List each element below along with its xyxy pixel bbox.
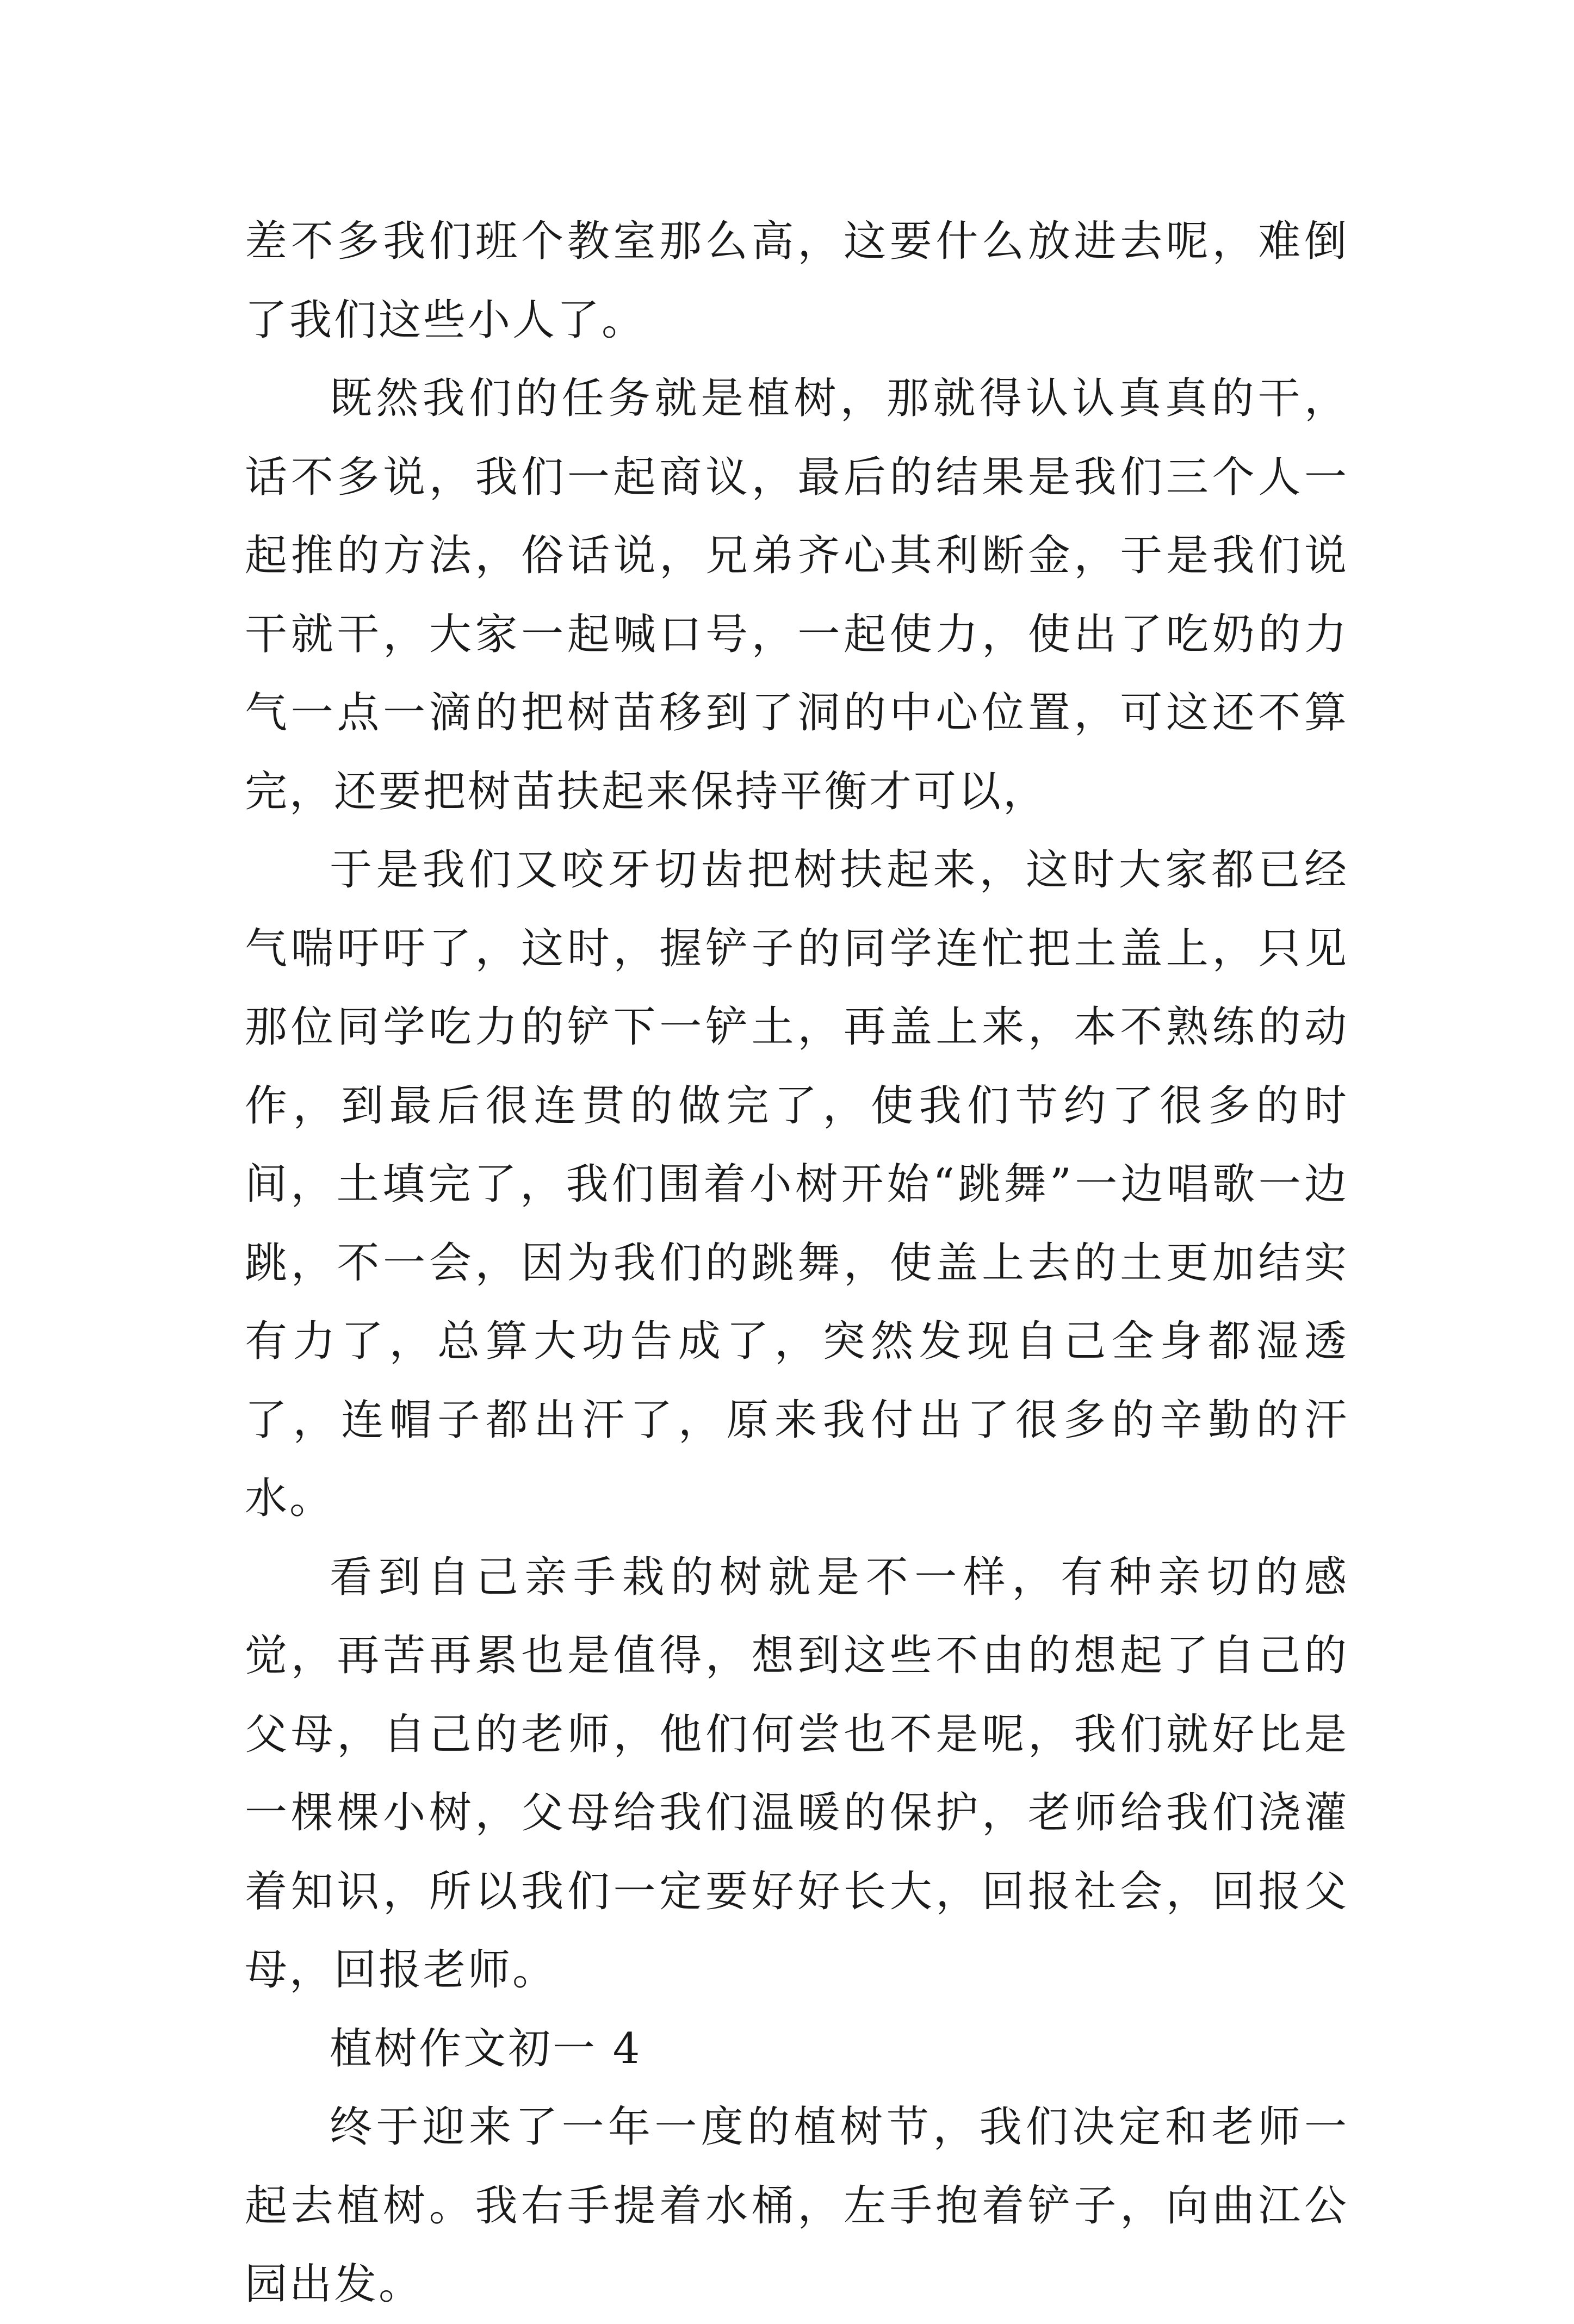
paragraph-5: 终于迎来了一年一度的植树节，我们决定和老师一起去植树。我右手提着水桶，左手抱着铲子，向曲江公园出发。 [245,2103,1349,2309]
document-body [245,202,1349,2324]
paragraph-2: 既然我们的任务就是植树，那就得认认真真的干，话不多说，我们一起商议，最后的结果是我们三个人一起推的方法，俗话说，兄弟齐心其利断金，于是我们说干就干，大家一起喊口号，一起使力，使出了吃奶的力气一点一滴的把树苗移到了洞的中心位置，可这还不算完，还要把树苗扶起来保持平衡才可以， [245,374,1349,816]
paragraph-3: 于是我们又咬牙切齿把树扶起来，这时大家都已经气喘吁吁了，这时，握铲子的同学连忙把土盖上，只见那位同学吃力的铲下一铲土，再盖上来，本不熟练的动作，到最后很连贯的做完了，使我们节约了很多的时间，土填完了，我们围着小树开始“跳舞”一边唱歌一边跳，不一会，因为我们的跳舞，使盖上去的土更加结实有力了，总算大功告成了，突然发现自己全身都湿透了，连帽子都出汗了，原来我付出了很多的辛勤的汗水。 [245,846,1349,1523]
paragraph-4: 看到自己亲手栽的树就是不一样，有种亲切的感觉，再苦再累也是值得，想到这些不由的想起了自己的父母，自己的老师，他们何尝也不是呢，我们就好比是一棵棵小树，父母给我们温暖的保护，老师给我们浇灌着知识，所以我们一定要好好长大，回报社会，回报父母，回报老师。 [245,1552,1349,1994]
section-heading: 植树作文初一 4 [330,2024,642,2073]
paragraph-1: 差不多我们班个教室那么高，这要什么放进去呢，难倒了我们这些小人了。 [245,217,1349,345]
